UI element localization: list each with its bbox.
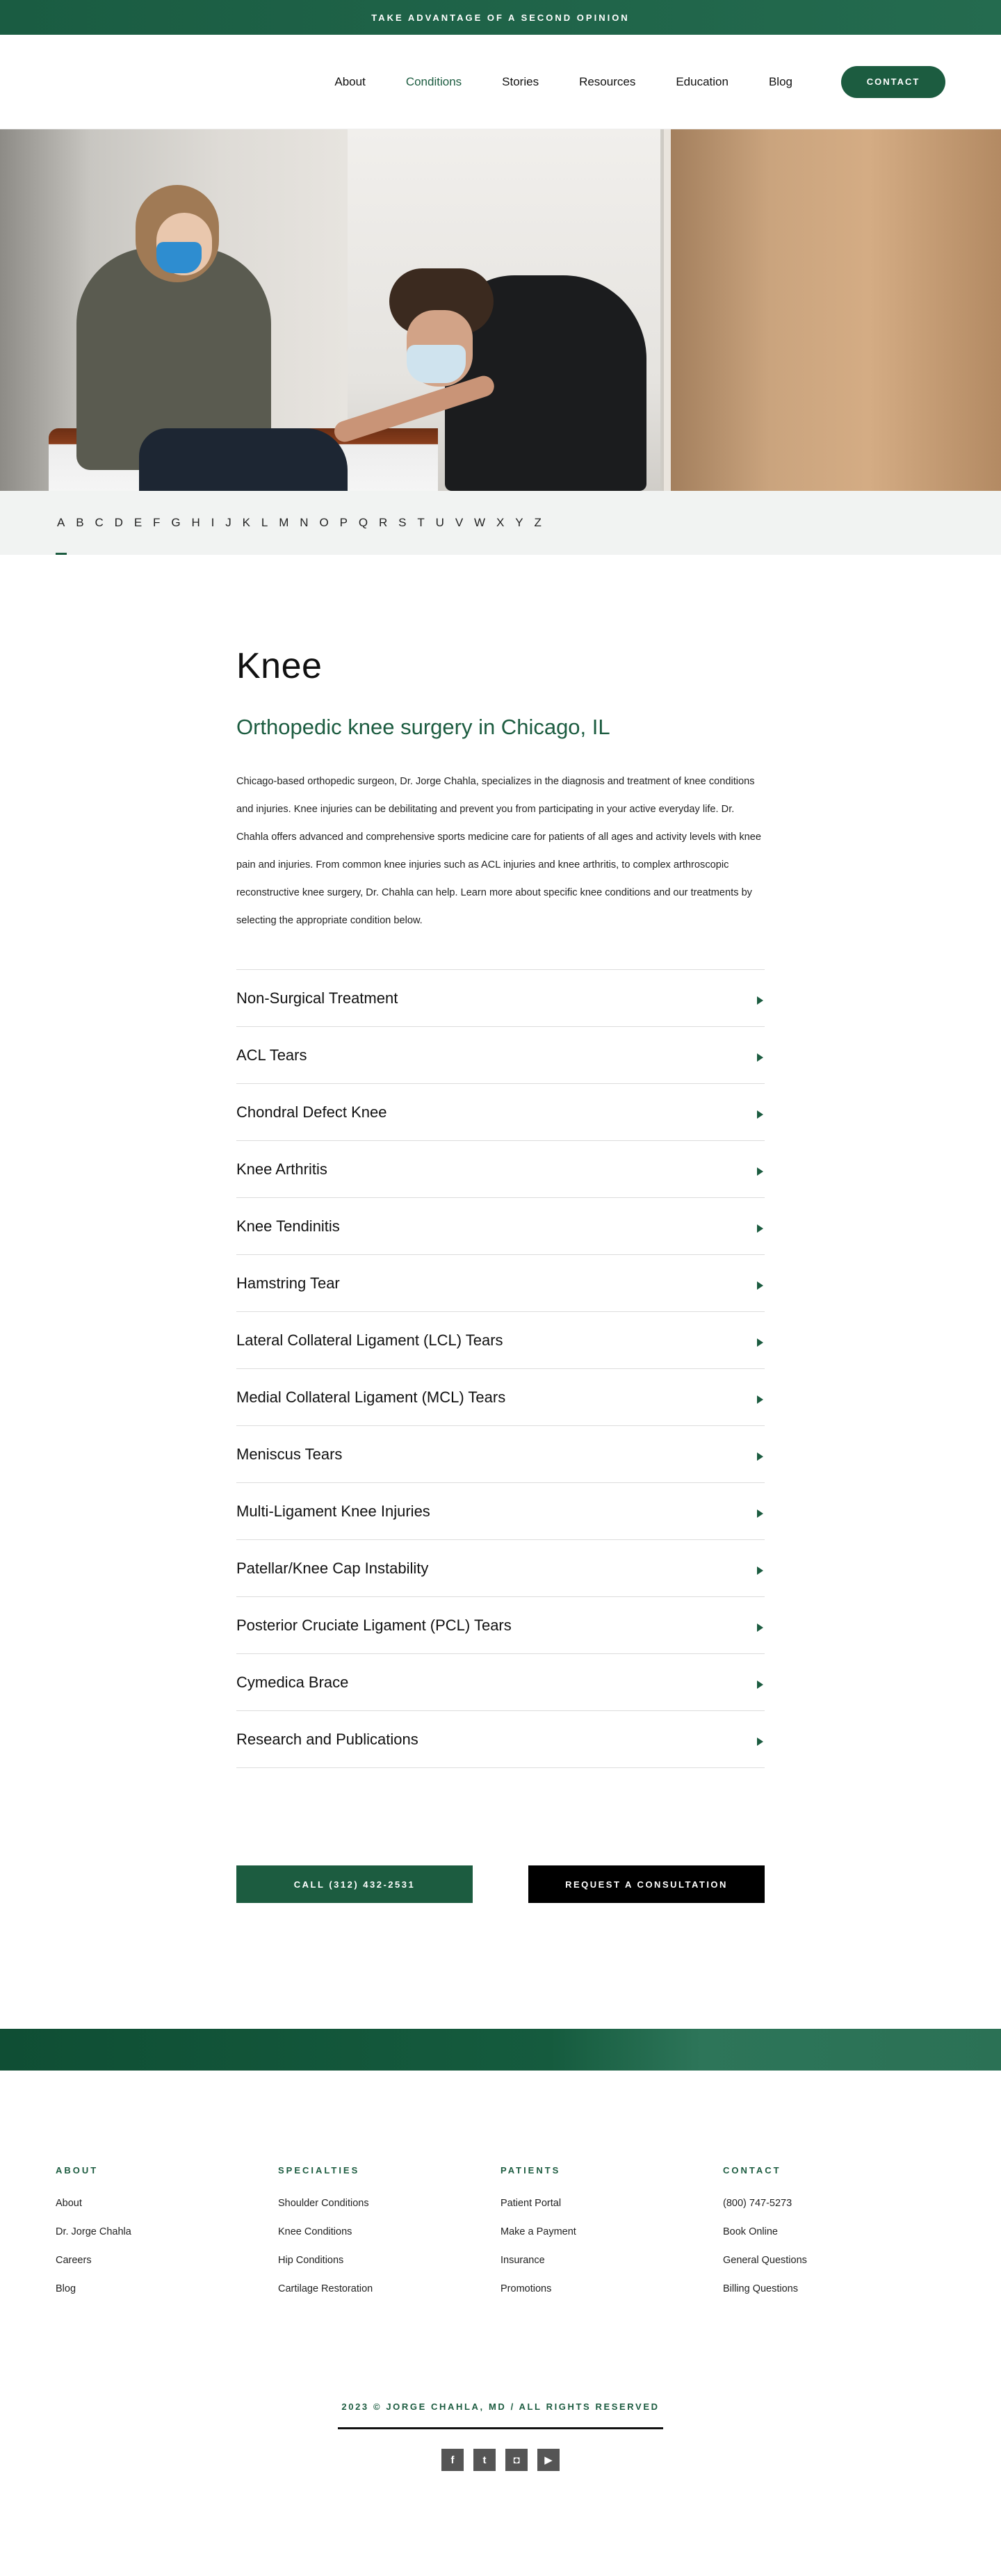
site-header	[0, 35, 1001, 129]
caret-right-icon	[757, 1338, 763, 1347]
main-content	[236, 555, 765, 1903]
footer-col-patients	[500, 2165, 723, 2312]
nav-blog[interactable]: Blog	[768, 74, 792, 88]
alpha-letter[interactable]: W	[474, 516, 486, 529]
intro-paragraph: Chicago-based orthopedic surgeon, Dr. Jorge Chahla, specializes in the diagnosis and treatment of knee conditions and injuries. Knee injuries can be debilitating and prevent you from participating in your active everyday life. Dr. Chahla offers advanced and comprehensive sports medicine care for patients of all ages and activity levels with knee pain and injuries. From common knee injuries such as ACL injuries and knee arthritis, to complex arthroscopic reconstructive knee surgery, Dr. Chahla can help. Learn more about specific knee conditions and our treatments by selecting the appropriate condition below.	[236, 776, 761, 926]
accordion-item[interactable]	[236, 1312, 765, 1369]
alpha-letter[interactable]: X	[496, 516, 505, 529]
top-banner[interactable]	[0, 0, 1001, 35]
alpha-letter[interactable]: U	[435, 516, 444, 529]
footer-link[interactable]: Shoulder Conditions	[278, 2198, 369, 2209]
alphabet-filter	[0, 491, 1001, 555]
hero-patient-mask	[156, 242, 202, 273]
alpha-letter[interactable]: D	[114, 516, 123, 529]
nav-about[interactable]: About	[334, 74, 366, 88]
hero-door	[671, 129, 1001, 491]
social-links	[0, 2449, 1001, 2471]
alpha-letter[interactable]: T	[417, 516, 425, 529]
alpha-letter[interactable]: J	[225, 516, 231, 529]
footer-col-about	[56, 2165, 278, 2312]
copyright: 2023 © JORGE CHAHLA, MD / ALL RIGHTS RESERVED	[338, 2401, 663, 2429]
alpha-letter[interactable]: B	[76, 516, 84, 529]
accordion-label: Cymedica Brace	[236, 1673, 349, 1691]
footer-link[interactable]: Billing Questions	[723, 2283, 798, 2294]
twitter-icon[interactable]: t	[473, 2449, 496, 2471]
footer-col-contact	[723, 2165, 945, 2312]
footer-phone-link[interactable]: (800) 747-5273	[723, 2198, 792, 2209]
main-nav	[334, 75, 792, 89]
footer-band	[0, 2029, 1001, 2071]
alpha-letter[interactable]: L	[261, 516, 268, 529]
accordion-label: Lateral Collateral Ligament (LCL) Tears	[236, 1331, 503, 1349]
alpha-active-indicator	[56, 553, 67, 555]
accordion-label: Medial Collateral Ligament (MCL) Tears	[236, 1388, 506, 1406]
facebook-icon[interactable]: f	[441, 2449, 464, 2471]
nav-education[interactable]: Education	[676, 74, 729, 88]
alpha-letter[interactable]: G	[171, 516, 181, 529]
hero-image	[0, 129, 1001, 491]
accordion-item[interactable]	[236, 1255, 765, 1312]
accordion-label: Chondral Defect Knee	[236, 1103, 387, 1121]
top-banner-text[interactable]: TAKE ADVANTAGE OF A SECOND OPINION	[371, 12, 630, 23]
footer-link[interactable]: Make a Payment	[500, 2226, 576, 2237]
alpha-letter[interactable]: R	[378, 516, 388, 529]
caret-right-icon	[757, 1224, 763, 1233]
accordion-label: Knee Arthritis	[236, 1160, 327, 1178]
footer-link[interactable]: Knee Conditions	[278, 2226, 352, 2237]
accordion-item[interactable]	[236, 1483, 765, 1540]
caret-right-icon	[757, 1737, 763, 1746]
instagram-icon[interactable]: ◘	[505, 2449, 528, 2471]
caret-right-icon	[757, 1395, 763, 1404]
nav-stories[interactable]: Stories	[502, 74, 539, 88]
accordion-item[interactable]	[236, 1597, 765, 1654]
hero-doctor-mask	[407, 345, 466, 383]
alpha-letter[interactable]: Q	[358, 516, 368, 529]
alpha-letter[interactable]: N	[300, 516, 309, 529]
accordion-label: Posterior Cruciate Ligament (PCL) Tears	[236, 1616, 512, 1634]
page-subtitle: Orthopedic knee surgery in Chicago, IL	[236, 715, 610, 739]
caret-right-icon	[757, 1566, 763, 1575]
alpha-letter[interactable]: S	[398, 516, 407, 529]
caret-right-icon	[757, 1110, 763, 1119]
footer-heading: SPECIALTIES	[278, 2165, 360, 2176]
youtube-icon[interactable]: ▶	[537, 2449, 560, 2471]
footer-link[interactable]: Promotions	[500, 2283, 552, 2294]
alpha-letter[interactable]: E	[133, 516, 143, 529]
alpha-letter[interactable]: H	[191, 516, 200, 529]
alpha-letter[interactable]: O	[319, 516, 329, 529]
footer-link[interactable]: Dr. Jorge Chahla	[56, 2226, 131, 2237]
accordion-label: ACL Tears	[236, 1046, 307, 1064]
footer-link[interactable]: Insurance	[500, 2255, 545, 2266]
alpha-letter[interactable]: V	[455, 516, 464, 529]
accordion-label: Knee Tendinitis	[236, 1217, 340, 1235]
accordion-item[interactable]	[236, 1027, 765, 1084]
caret-right-icon	[757, 1053, 763, 1062]
cta-row	[236, 1865, 765, 1903]
alpha-letter[interactable]: Y	[515, 516, 523, 529]
accordion-item[interactable]	[236, 1369, 765, 1426]
alpha-letter[interactable]: C	[95, 516, 104, 529]
accordion-item[interactable]	[236, 1711, 765, 1768]
hero-patient-legs	[139, 428, 348, 491]
caret-right-icon	[757, 1509, 763, 1518]
caret-right-icon	[757, 996, 763, 1005]
accordion-item[interactable]	[236, 1141, 765, 1198]
footer-link[interactable]: General Questions	[723, 2255, 807, 2266]
footer-heading: ABOUT	[56, 2165, 99, 2176]
accordion-label: Hamstring Tear	[236, 1274, 340, 1292]
accordion-item[interactable]	[236, 1540, 765, 1597]
accordion-item[interactable]	[236, 1084, 765, 1141]
footer-link[interactable]: Patient Portal	[500, 2198, 562, 2209]
caret-right-icon	[757, 1452, 763, 1461]
accordion-label: Patellar/Knee Cap Instability	[236, 1559, 429, 1577]
footer-col-specialties	[278, 2165, 500, 2312]
contact-button[interactable]: CONTACT	[841, 66, 945, 98]
accordion-item[interactable]	[236, 1426, 765, 1483]
alpha-letter[interactable]: K	[242, 516, 250, 529]
accordion-item[interactable]	[236, 1654, 765, 1711]
alpha-letter[interactable]: I	[211, 516, 215, 529]
footer-link[interactable]: Cartilage Restoration	[278, 2283, 373, 2294]
accordion-label: Multi-Ligament Knee Injuries	[236, 1502, 430, 1520]
alpha-letter[interactable]: F	[153, 516, 161, 529]
footer-link[interactable]: Hip Conditions	[278, 2255, 344, 2266]
accordion-item[interactable]	[236, 1198, 765, 1255]
footer-link[interactable]: Blog	[56, 2283, 76, 2294]
footer-heading: PATIENTS	[500, 2165, 561, 2176]
accordion-item[interactable]	[236, 970, 765, 1027]
page-title: Knee	[236, 646, 323, 686]
caret-right-icon	[757, 1623, 763, 1632]
footer-columns	[56, 2165, 945, 2312]
footer-link[interactable]: Book Online	[723, 2226, 778, 2237]
footer-link[interactable]: Careers	[56, 2255, 92, 2266]
nav-conditions[interactable]: Conditions	[405, 74, 462, 88]
accordion-label: Research and Publications	[236, 1730, 418, 1748]
caret-right-icon	[757, 1281, 763, 1290]
request-consultation-button[interactable]: REQUEST A CONSULTATION	[528, 1865, 765, 1903]
accordion-label: Non-Surgical Treatment	[236, 989, 398, 1007]
alpha-letter[interactable]: M	[279, 516, 289, 529]
footer-link[interactable]: About	[56, 2198, 82, 2209]
caret-right-icon	[757, 1167, 763, 1176]
alpha-letter[interactable]: P	[339, 516, 348, 529]
alpha-letter[interactable]: Z	[534, 516, 542, 529]
call-button[interactable]: CALL (312) 432-2531	[236, 1865, 473, 1903]
conditions-accordion	[236, 969, 765, 1768]
alpha-letter[interactable]: A	[57, 516, 65, 529]
accordion-label: Meniscus Tears	[236, 1445, 343, 1463]
footer-heading: CONTACT	[723, 2165, 781, 2176]
caret-right-icon	[757, 1680, 763, 1689]
nav-resources[interactable]: Resources	[579, 74, 636, 88]
